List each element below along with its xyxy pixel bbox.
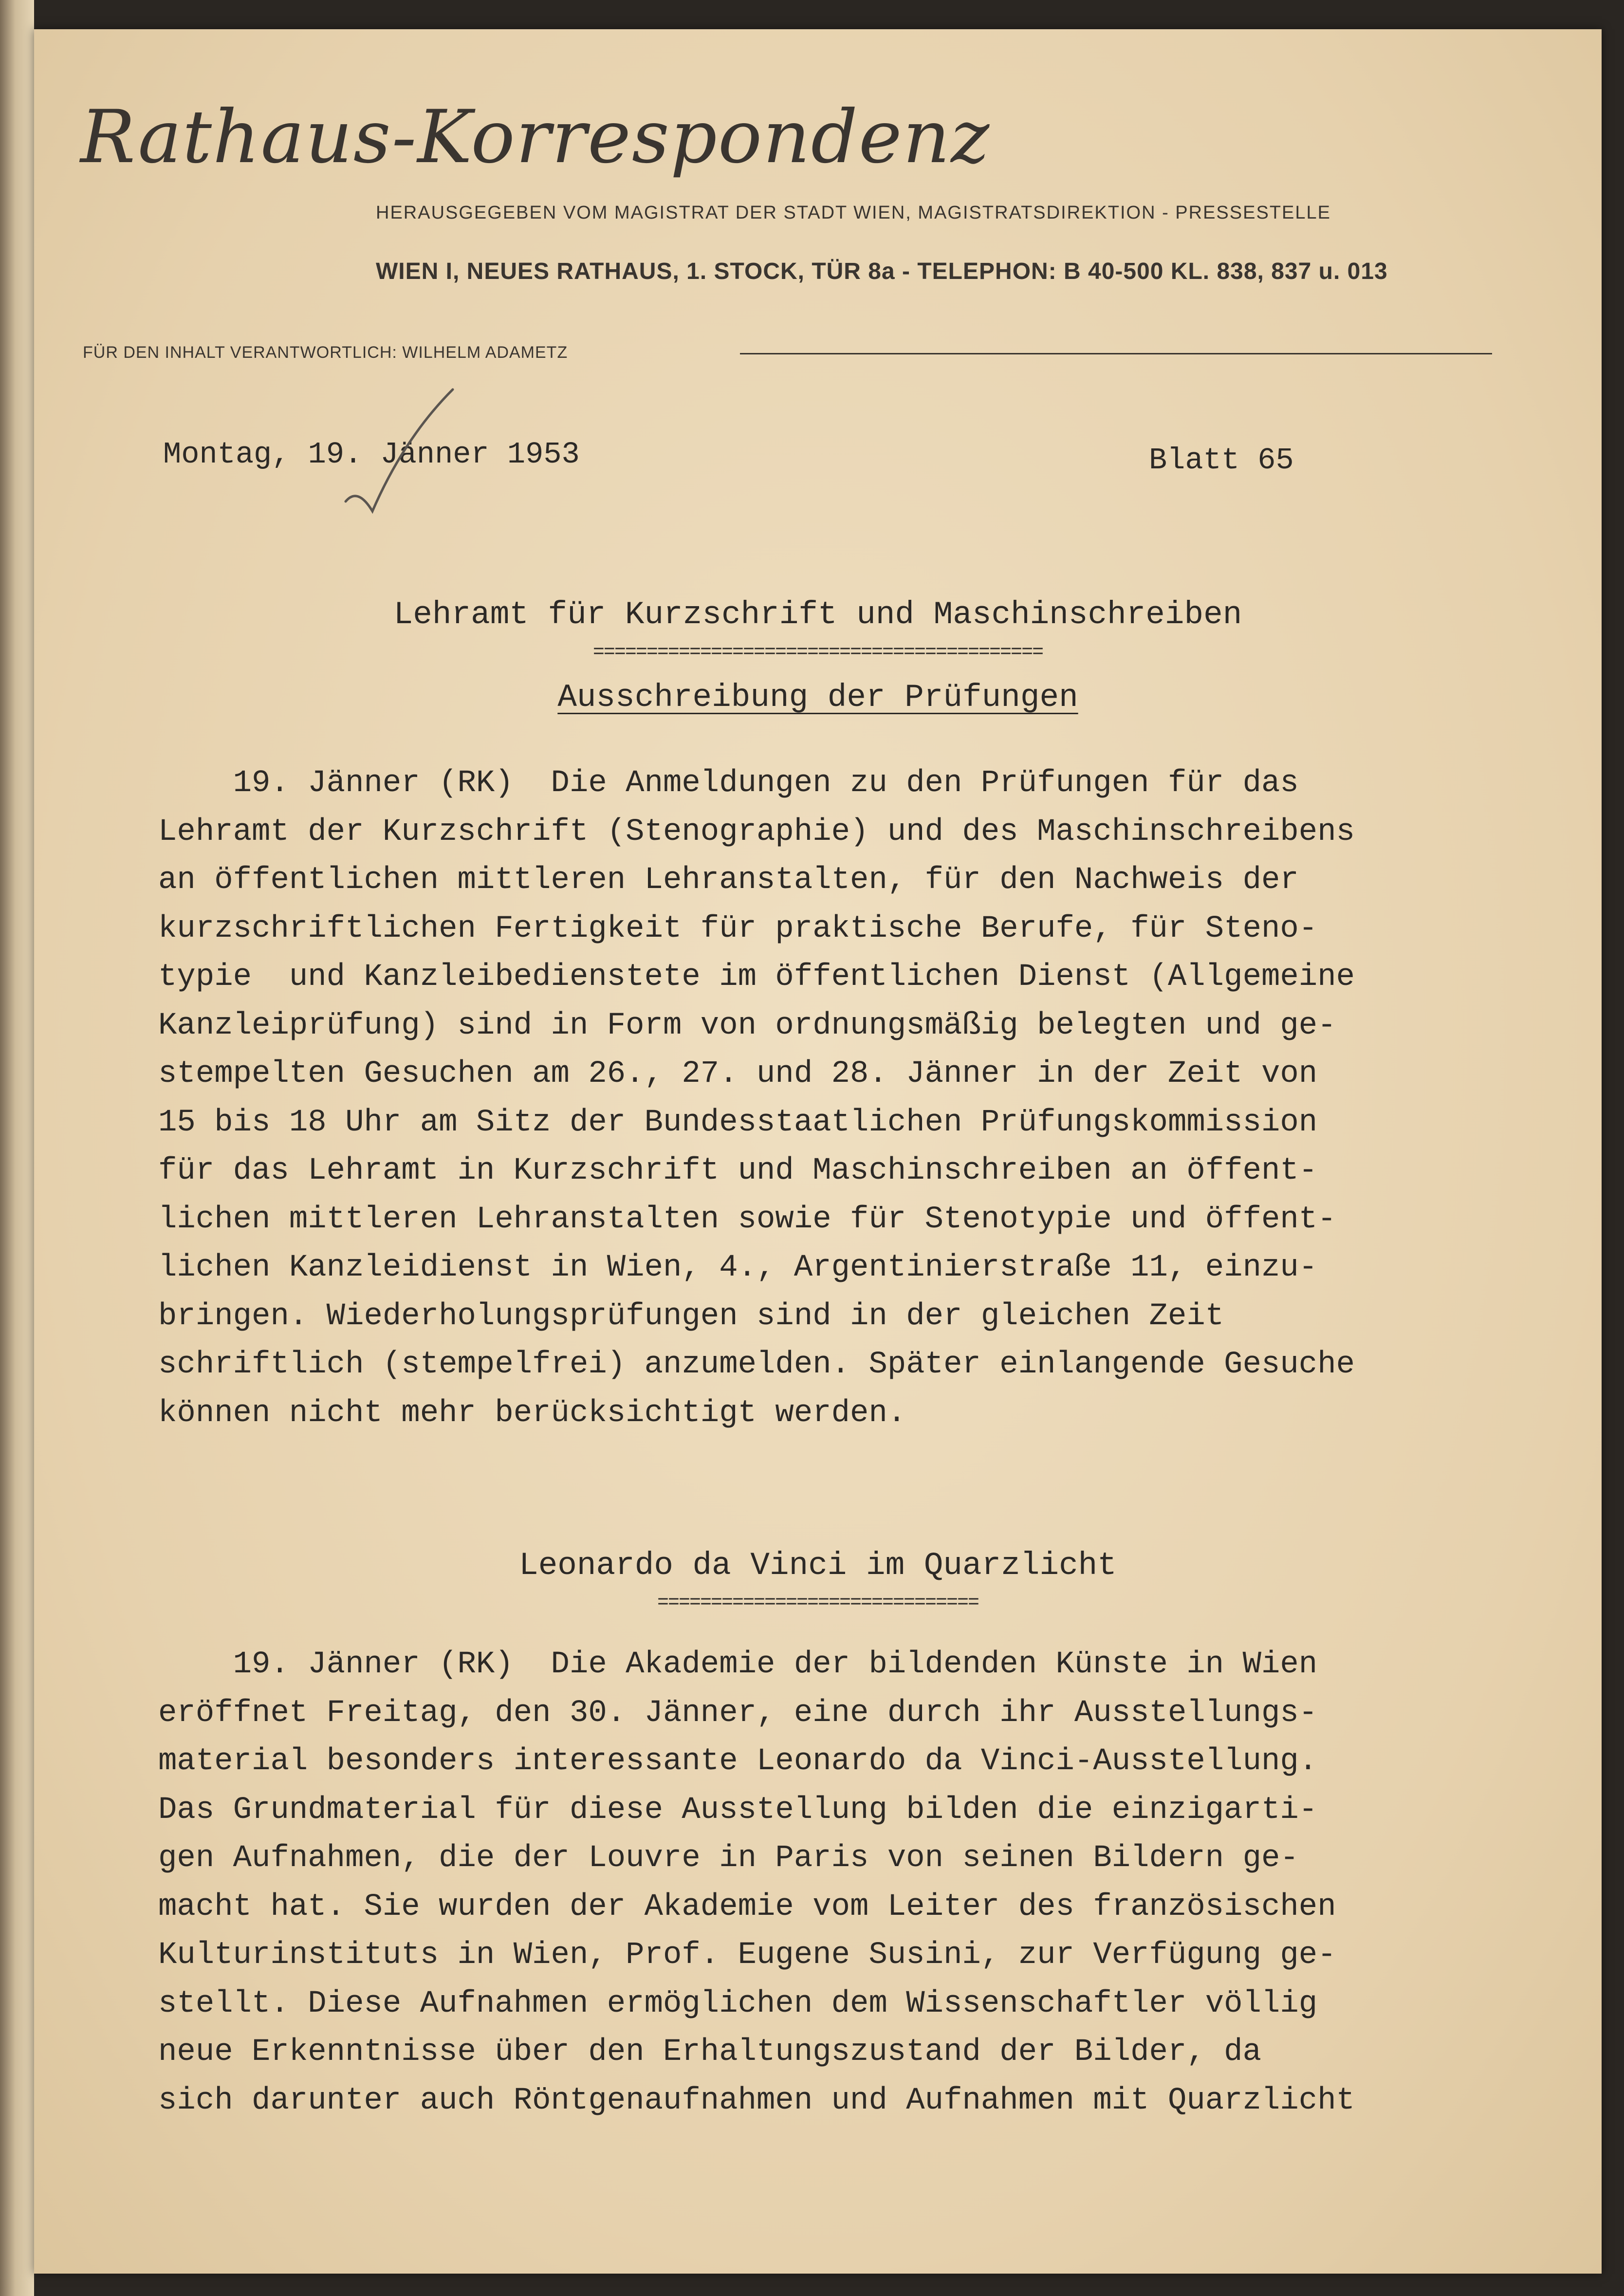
article2-line: eröffnet Freitag, den 30. Jänner, eine durch ihr Ausstellungs- <box>158 1695 1318 1731</box>
article2-body <box>158 1641 1521 2125</box>
article1-line: Kanzleiprüfung) sind in Form von ordnungsmäßig belegten und ge- <box>158 1008 1336 1043</box>
article1-line: bringen. Wiederholungsprüfungen sind in der gleichen Zeit <box>158 1298 1224 1334</box>
article1-line: kurzschriftlichen Fertigkeit für praktische Berufe, für Steno- <box>158 911 1318 946</box>
editor-line: FÜR DEN INHALT VERANTWORTLICH: WILHELM ADAMETZ <box>83 343 568 362</box>
article1-body <box>158 759 1521 1438</box>
article1-line: an öffentlichen mittleren Lehranstalten, für den Nachweis der <box>158 863 1299 898</box>
article1-title-rule: ========================================== <box>592 642 1043 664</box>
document-page <box>34 29 1602 2274</box>
article1-title: Lehramt für Kurzschrift und Maschinschreiben <box>393 596 1242 633</box>
article2-line: stellt. Diese Aufnahmen ermöglichen dem Wissenschaftler völlig <box>158 1986 1318 2021</box>
article1-line: typie und Kanzleibedienstete im öffentlichen Dienst (Allgemeine <box>158 960 1355 995</box>
article2-line: Das Grundmaterial für diese Ausstellung bilden die einzigarti- <box>158 1792 1318 1828</box>
handwritten-check-icon <box>336 380 462 526</box>
publisher-line: HERAUSGEGEBEN VOM MAGISTRAT DER STADT WIEN, MAGISTRATSDIREKTION - PRESSESTELLE <box>376 203 1331 223</box>
article1-line: können nicht mehr berücksichtigt werden. <box>158 1395 906 1431</box>
article2-line: gen Aufnahmen, die der Louvre in Paris von seinen Bildern ge- <box>158 1841 1299 1876</box>
article2-line: 19. Jänner (RK) Die Akademie der bildenden Künste in Wien <box>158 1647 1318 1682</box>
article1-line: schriftlich (stempelfrei) anzumelden. Später einlangende Gesuche <box>158 1347 1355 1382</box>
article2-line: sich darunter auch Röntgenaufnahmen und Aufnahmen mit Quarzlicht <box>158 2083 1355 2118</box>
address-line: WIEN I, NEUES RATHAUS, 1. STOCK, TÜR 8a - TELEPHON: B 40-500 KL. 838, 837 u. 013 <box>376 259 1388 284</box>
article2-title-rule: ============================== <box>657 1592 979 1614</box>
sheet-number: Blatt 65 <box>1149 443 1294 478</box>
article2-line: macht hat. Sie wurden der Akademie vom Leiter des französischen <box>158 1889 1336 1925</box>
editor-rule-divider <box>740 353 1492 354</box>
article1-line: lichen Kanzleidienst in Wien, 4., Argentinierstraße 11, einzu- <box>158 1250 1318 1285</box>
article2-line: material besonders interessante Leonardo da Vinci-Ausstellung. <box>158 1744 1318 1779</box>
article1-line: stempelten Gesuchen am 26., 27. und 28. Jänner in der Zeit von <box>158 1056 1318 1092</box>
article1-line: 15 bis 18 Uhr am Sitz der Bundesstaatlichen Prüfungskommission <box>158 1105 1318 1140</box>
article1-line: 19. Jänner (RK) Die Anmeldungen zu den Prüfungen für das <box>158 766 1299 801</box>
article1-line: Lehramt der Kurzschrift (Stenographie) und des Maschinschreibens <box>158 814 1355 850</box>
article1-subtitle <box>34 679 1602 716</box>
article1-line: lichen mittleren Lehranstalten sowie für Stenotypie und öffent- <box>158 1202 1336 1237</box>
article2-title: Leonardo da Vinci im Quarzlicht <box>519 1547 1117 1584</box>
book-binding-edge <box>0 0 34 2296</box>
article2-line: neue Erkenntnisse über den Erhaltungszustand der Bilder, da <box>158 2035 1261 2070</box>
article1-subtitle-text: Ausschreibung der Prüfungen <box>557 679 1078 716</box>
masthead-title: Rathaus-Korrespondenz <box>80 95 991 180</box>
issue-date: Montag, 19. Jänner 1953 <box>163 437 580 472</box>
article2-line: Kulturinstituts in Wien, Prof. Eugene Susini, zur Verfügung ge- <box>158 1938 1336 1973</box>
article1-line: für das Lehramt in Kurzschrift und Maschinschreiben an öffent- <box>158 1153 1318 1188</box>
